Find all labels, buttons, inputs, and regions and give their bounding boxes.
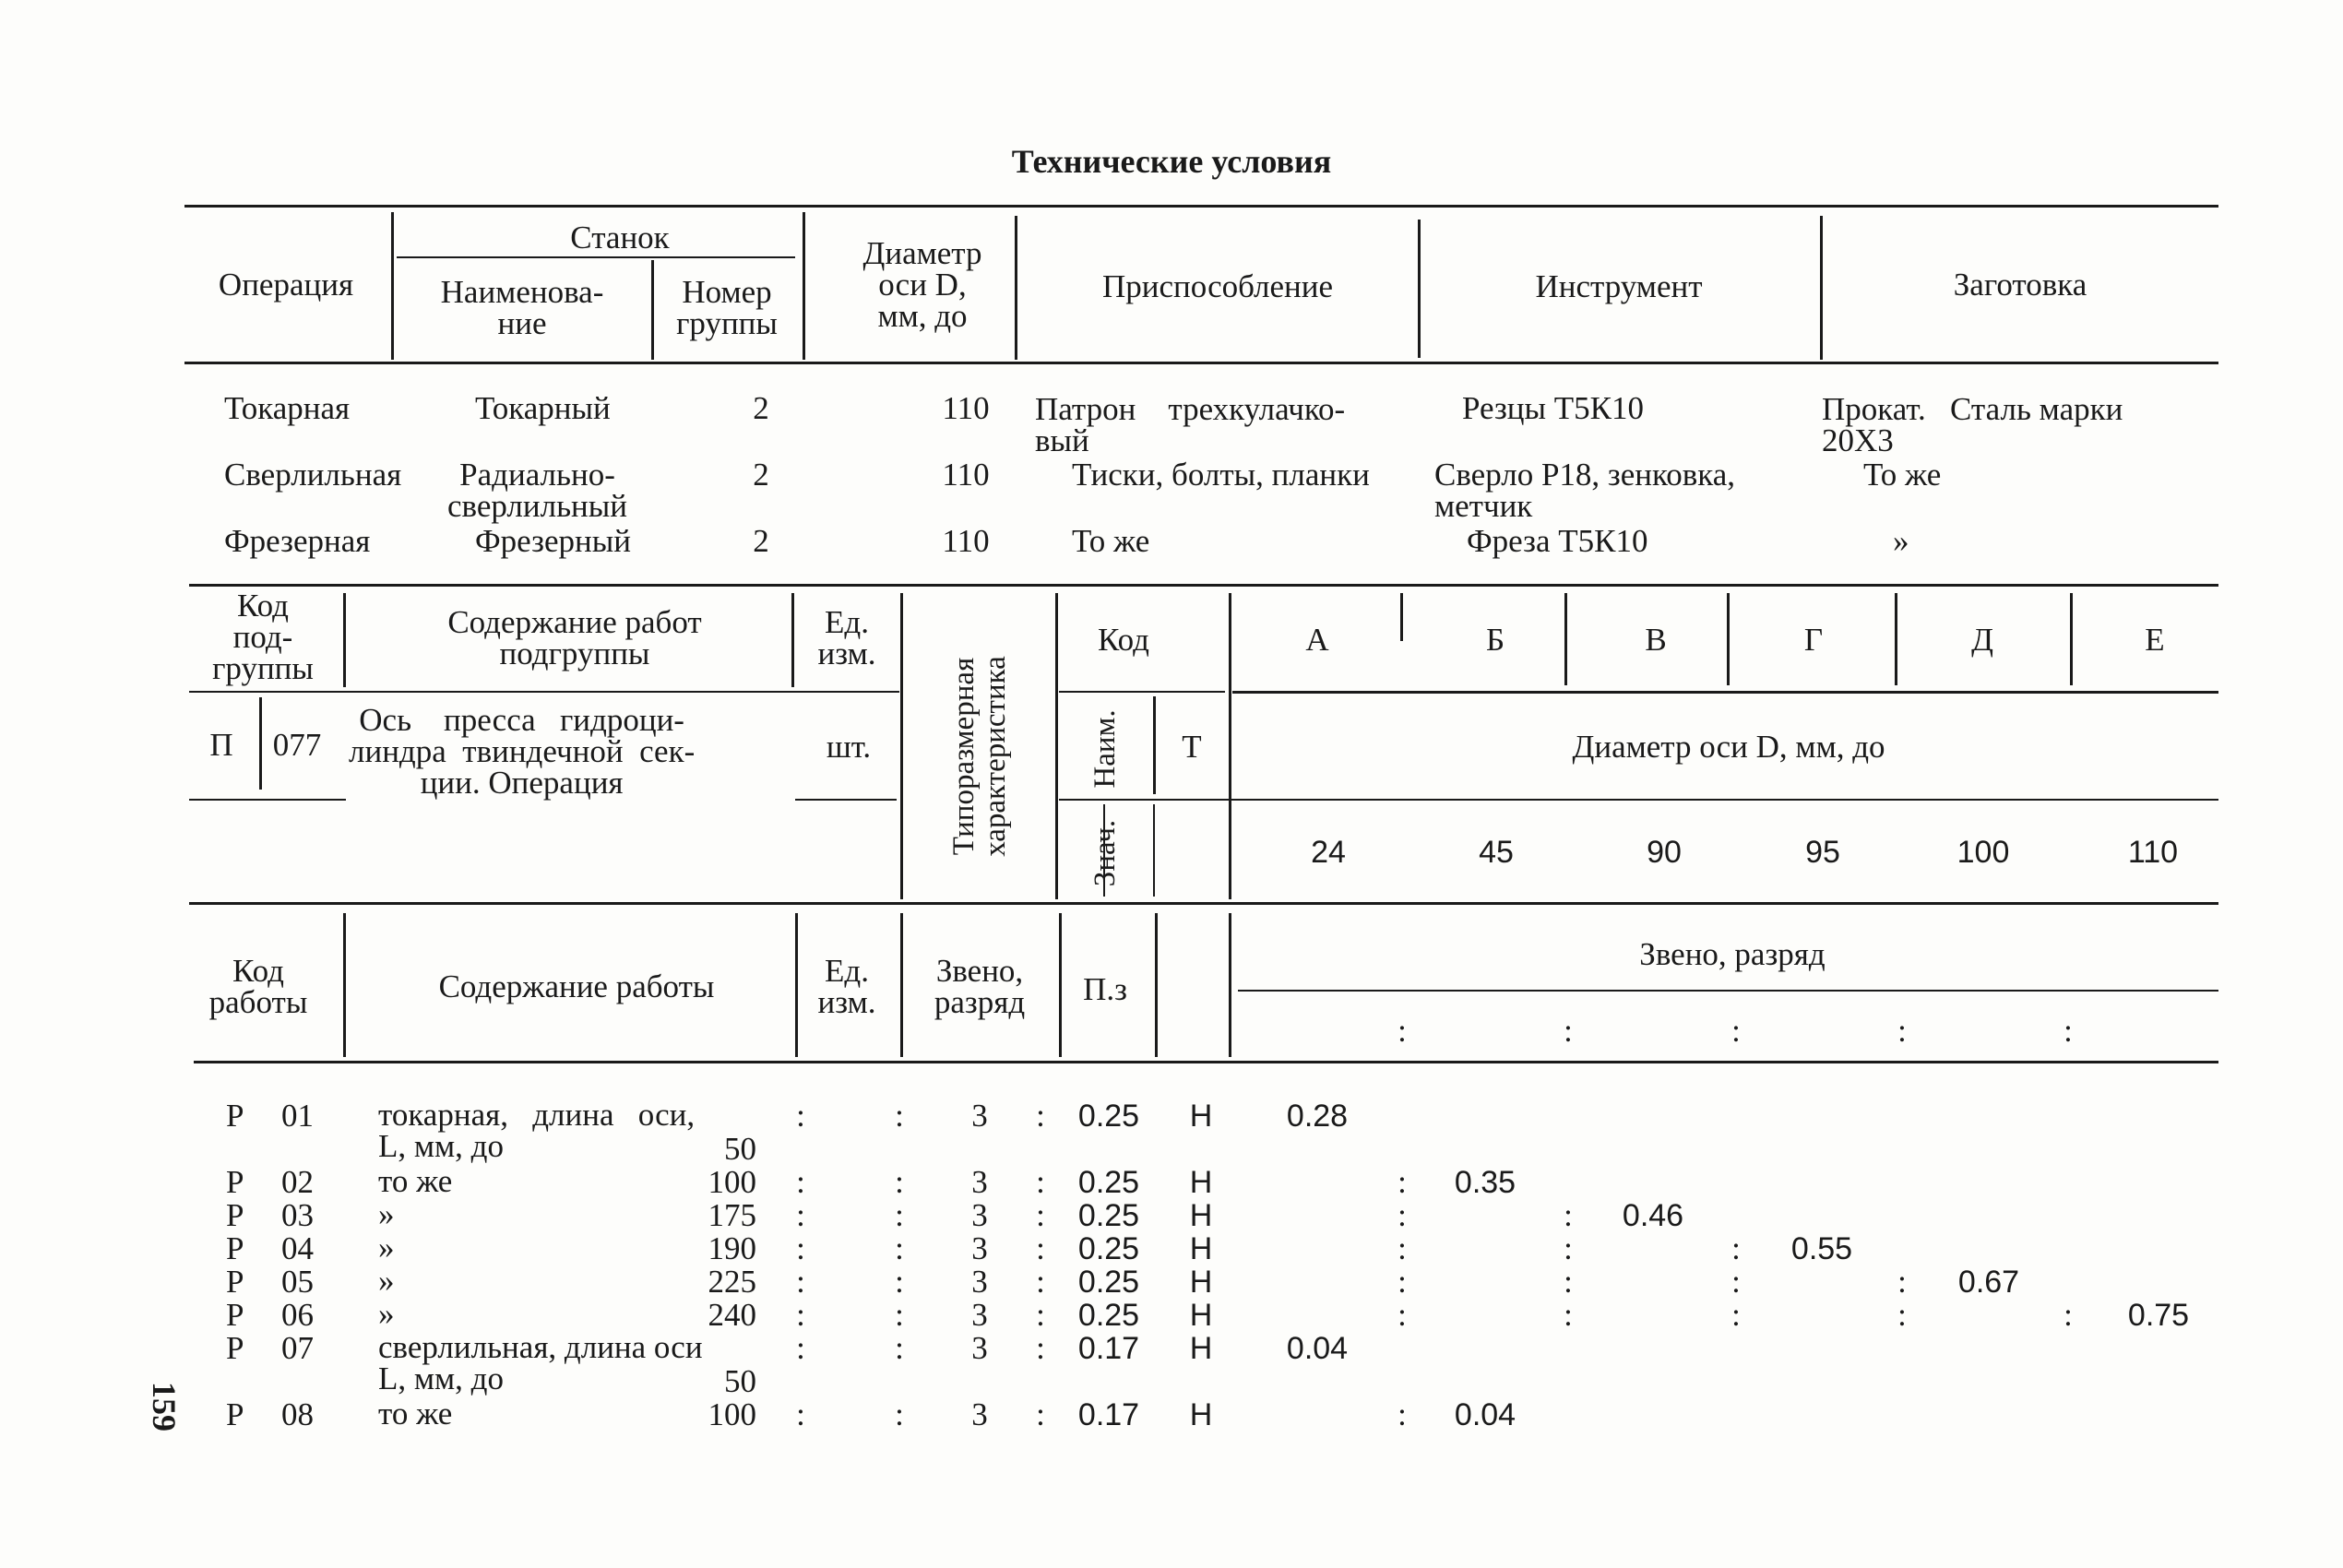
work-row-value: 0.04	[1286, 1331, 1349, 1366]
rule	[343, 593, 346, 687]
tu-row-fixture: Тиски, болты, планки	[1072, 457, 1370, 493]
separator: :	[1036, 1230, 1045, 1266]
separator: :	[895, 1330, 904, 1366]
work-row-pz: 0.25	[1077, 1165, 1140, 1200]
work-row-value: 0.67	[1957, 1265, 2020, 1300]
tu-row-blank: »	[1893, 523, 1909, 559]
separator: :	[2064, 1013, 2073, 1049]
rule	[1059, 913, 1062, 1057]
separator: :	[2064, 1297, 2073, 1333]
subgroup-unit: шт.	[826, 729, 872, 765]
work-row-h: Н	[1189, 1298, 1213, 1333]
work-row-letter: Р	[226, 1098, 244, 1134]
rule	[651, 260, 654, 360]
separator: :	[1564, 1264, 1573, 1300]
tu-row-tool: Сверло Р18, зенковка, метчик	[1434, 457, 1736, 524]
work-row-h: Н	[1189, 1265, 1213, 1300]
column-b: Б	[1485, 622, 1505, 658]
separator: :	[1897, 1297, 1907, 1333]
work-row-number: 02	[281, 1164, 314, 1200]
page-number: 159	[146, 1382, 183, 1431]
header-tool: Инструмент	[1535, 268, 1703, 304]
tu-row-fixture: То же	[1072, 523, 1150, 559]
tu-row-tool: Резцы Т5К10	[1462, 390, 1645, 426]
work-row-pz: 0.17	[1077, 1397, 1140, 1432]
separator: :	[895, 1098, 904, 1134]
separator: :	[1564, 1013, 1573, 1049]
separator: :	[895, 1396, 904, 1432]
work-row-length: 240	[708, 1297, 756, 1333]
header-fixture: Приспособление	[1101, 268, 1334, 304]
rule	[1059, 691, 1225, 693]
tu-row-operation: Сверлильная	[224, 457, 402, 493]
separator: :	[1564, 1297, 1573, 1333]
header-diameter: Диаметр оси D, мм, до	[862, 235, 982, 334]
column-a: А	[1305, 622, 1329, 658]
work-row-value: 0.55	[1790, 1231, 1853, 1266]
separator: :	[1397, 1197, 1407, 1233]
separator: :	[1036, 1264, 1045, 1300]
separator: :	[796, 1098, 805, 1134]
page-title: Технические условия	[1011, 143, 1332, 180]
rule	[189, 799, 346, 801]
separator: :	[1036, 1297, 1045, 1333]
rule	[1059, 799, 2218, 801]
separator: :	[796, 1264, 805, 1300]
rule	[1055, 593, 1058, 899]
rule	[343, 913, 346, 1057]
work-row-length: 100	[708, 1164, 756, 1200]
work-row-length: 50	[724, 1363, 756, 1399]
tu-row-diameter: 110	[942, 523, 990, 559]
work-row-pz: 0.25	[1077, 1231, 1140, 1266]
rule	[1155, 913, 1158, 1057]
rule	[1564, 593, 1567, 685]
separator: :	[895, 1297, 904, 1333]
separator: :	[1397, 1230, 1407, 1266]
header-link-rank: Звено, разряд	[1639, 936, 1826, 972]
separator: :	[1731, 1230, 1741, 1266]
separator: :	[1731, 1013, 1741, 1049]
rule	[184, 362, 2218, 364]
rule	[189, 902, 2218, 905]
tu-row-group: 2	[753, 523, 769, 559]
work-row-link: 3	[971, 1396, 988, 1432]
work-row-letter: Р	[226, 1164, 244, 1200]
work-row-pz: 0.25	[1077, 1265, 1140, 1300]
separator: :	[1897, 1013, 1907, 1049]
separator: :	[1564, 1230, 1573, 1266]
column-e: Е	[2145, 622, 2165, 658]
tu-row-diameter: 110	[942, 457, 990, 493]
separator: :	[1397, 1297, 1407, 1333]
work-row-number: 06	[281, 1297, 314, 1333]
rule	[259, 697, 262, 790]
work-row-text: токарная, длина оси, L, мм, до	[378, 1097, 696, 1164]
header-subgroup-code: Код под- группы	[212, 588, 314, 686]
header-work-content: Содержание работы	[438, 968, 715, 1004]
work-row-pz: 0.17	[1077, 1331, 1140, 1366]
rule	[1229, 913, 1231, 1057]
separator: :	[796, 1396, 805, 1432]
header-naim: Наим.	[1088, 709, 1122, 789]
separator: :	[895, 1264, 904, 1300]
work-row-value: 0.46	[1622, 1198, 1684, 1233]
work-row-h: Н	[1189, 1198, 1213, 1233]
header-subgroup-content: Содержание работ подгруппы	[447, 604, 702, 671]
work-row-letter: Р	[226, 1264, 244, 1300]
header-work-code: Код работы	[208, 953, 308, 1020]
rule	[1238, 990, 2218, 992]
separator: :	[1731, 1264, 1741, 1300]
work-row-text: »	[378, 1296, 395, 1332]
work-row-number: 08	[281, 1396, 314, 1432]
tu-row-blank: То же	[1863, 457, 1942, 493]
column-value: 90	[1647, 835, 1682, 870]
rule	[1229, 593, 1231, 899]
separator: :	[1036, 1396, 1045, 1432]
work-row-value: 0.04	[1454, 1397, 1516, 1432]
tu-row-fixture: Патрон трехкулачко- вый	[1035, 391, 1346, 458]
separator: :	[796, 1297, 805, 1333]
rule	[803, 212, 805, 360]
separator: :	[1036, 1330, 1045, 1366]
header-blank: Заготовка	[1953, 267, 2087, 303]
work-row-text: »	[378, 1263, 395, 1299]
work-row-letter: Р	[226, 1230, 244, 1266]
tu-row-operation: Фрезерная	[224, 523, 371, 559]
work-row-link: 3	[971, 1230, 988, 1266]
rule	[900, 593, 903, 899]
separator: :	[1731, 1297, 1741, 1333]
tu-row-tool: Фреза Т5К10	[1467, 523, 1648, 559]
rule	[1153, 696, 1156, 794]
separator: :	[796, 1164, 805, 1200]
column-value: 95	[1805, 835, 1840, 870]
separator: :	[1036, 1098, 1045, 1134]
column-value: 110	[2127, 835, 2179, 870]
rule	[1895, 593, 1897, 685]
work-row-pz: 0.25	[1077, 1298, 1140, 1333]
column-v: В	[1645, 622, 1667, 658]
work-row-length: 190	[708, 1230, 756, 1266]
subgroup-code: 077	[272, 727, 322, 763]
separator: :	[1397, 1164, 1407, 1200]
work-row-length: 225	[708, 1264, 756, 1300]
separator: :	[1397, 1013, 1407, 1049]
work-row-pz: 0.25	[1077, 1198, 1140, 1233]
work-row-number: 04	[281, 1230, 314, 1266]
work-row-length: 50	[724, 1131, 756, 1167]
rule	[1153, 804, 1155, 897]
work-row-value: 0.35	[1454, 1165, 1516, 1200]
subgroup-content: Ось пресса гидроци- линдра твиндечной сек- ции. Операция	[349, 702, 696, 801]
work-row-letter: Р	[226, 1297, 244, 1333]
rule	[1015, 216, 1017, 360]
work-row-h: Н	[1189, 1397, 1213, 1432]
column-value: 24	[1311, 835, 1346, 870]
rule	[795, 913, 798, 1057]
header-machine-group: Номер группы	[676, 274, 778, 341]
separator: :	[796, 1230, 805, 1266]
header-subgroup-unit: Ед. изм.	[817, 604, 876, 671]
rule	[391, 212, 394, 360]
rule	[189, 584, 2218, 587]
work-row-link: 3	[971, 1197, 988, 1233]
header-znach: Знач.	[1088, 819, 1122, 887]
work-row-link: 3	[971, 1297, 988, 1333]
column-d: Д	[1971, 622, 1993, 658]
separator: :	[1036, 1164, 1045, 1200]
diameter-caption: Диаметр оси D, мм, до	[1572, 729, 1885, 765]
rule	[184, 205, 2218, 208]
header-work-unit: Ед. изм.	[817, 953, 876, 1020]
header-work-link: Звено, разряд	[934, 953, 1026, 1020]
work-row-text: то же	[378, 1163, 453, 1199]
work-row-link: 3	[971, 1164, 988, 1200]
separator: :	[895, 1230, 904, 1266]
work-row-text: »	[378, 1196, 395, 1232]
work-row-h: Н	[1189, 1231, 1213, 1266]
column-g: Г	[1803, 622, 1824, 658]
tu-row-machine: Токарный	[475, 390, 611, 426]
work-row-letter: Р	[226, 1330, 244, 1366]
work-row-text: сверлильная, длина оси L, мм, до	[378, 1329, 703, 1396]
work-row-text: »	[378, 1229, 395, 1265]
work-row-letter: Р	[226, 1197, 244, 1233]
work-row-value: 0.75	[2127, 1298, 2190, 1333]
rule	[1232, 691, 2218, 694]
rule	[1727, 593, 1730, 685]
work-row-number: 01	[281, 1098, 314, 1134]
work-row-link: 3	[971, 1264, 988, 1300]
rule	[2070, 593, 2073, 685]
tu-row-group: 2	[753, 390, 769, 426]
rule	[795, 799, 897, 801]
header-machine-name: Наименова- ние	[440, 274, 604, 341]
work-row-length: 175	[708, 1197, 756, 1233]
tu-row-operation: Токарная	[224, 390, 351, 426]
separator: :	[796, 1330, 805, 1366]
work-row-number: 07	[281, 1330, 314, 1366]
work-row-number: 03	[281, 1197, 314, 1233]
rule	[1820, 216, 1823, 360]
work-row-h: Н	[1189, 1331, 1213, 1366]
tu-row-blank: Прокат. Сталь марки 20Х3	[1822, 391, 2123, 458]
work-row-value: 0.28	[1286, 1099, 1349, 1134]
tu-row-machine: Радиально- сверлильный	[447, 457, 628, 524]
column-value: 100	[1956, 835, 2010, 870]
separator: :	[1397, 1396, 1407, 1432]
tu-row-diameter: 110	[942, 390, 990, 426]
separator: :	[1564, 1197, 1573, 1233]
header-t: Т	[1182, 729, 1202, 765]
separator: :	[895, 1164, 904, 1200]
work-row-link: 3	[971, 1330, 988, 1366]
separator: :	[1397, 1264, 1407, 1300]
subgroup-letter: П	[209, 727, 233, 763]
separator: :	[1897, 1264, 1907, 1300]
rule	[194, 1061, 2218, 1063]
separator: :	[1036, 1197, 1045, 1233]
rule	[1418, 220, 1421, 358]
work-row-link: 3	[971, 1098, 988, 1134]
rule	[791, 593, 794, 687]
work-row-text: то же	[378, 1396, 453, 1431]
work-row-letter: Р	[226, 1396, 244, 1432]
rule	[397, 256, 795, 258]
header-kod: Код	[1098, 622, 1149, 658]
work-row-h: Н	[1189, 1099, 1213, 1134]
header-machine: Станок	[570, 220, 670, 255]
work-row-length: 100	[708, 1396, 756, 1432]
header-operation: Операция	[218, 267, 354, 303]
rule	[189, 691, 899, 693]
header-typo-characteristic: Типоразмерная характеристика	[947, 656, 1012, 857]
column-value: 45	[1479, 835, 1514, 870]
separator: :	[796, 1197, 805, 1233]
rule	[1400, 593, 1403, 641]
work-row-h: Н	[1189, 1165, 1213, 1200]
work-row-number: 05	[281, 1264, 314, 1300]
tu-row-machine: Фрезерный	[475, 523, 631, 559]
work-row-pz: 0.25	[1077, 1099, 1140, 1134]
separator: :	[895, 1197, 904, 1233]
tu-row-group: 2	[753, 457, 769, 493]
header-pz: П.з	[1083, 971, 1127, 1007]
rule	[900, 913, 903, 1057]
